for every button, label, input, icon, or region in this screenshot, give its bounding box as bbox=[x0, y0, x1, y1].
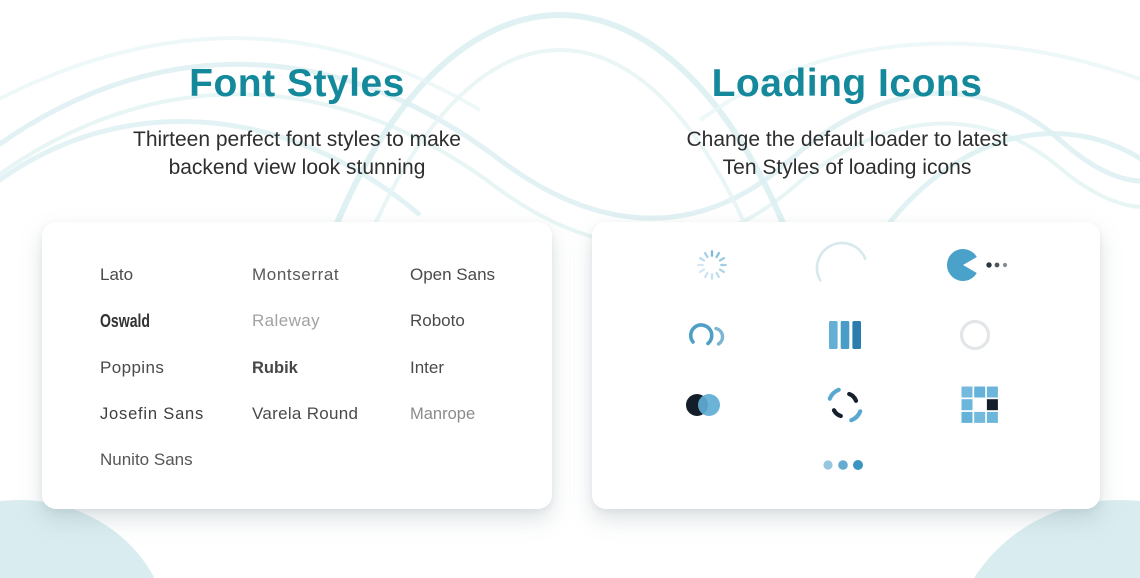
loading-icons-title: Loading Icons bbox=[711, 62, 983, 105]
bottom-right-blob-decoration bbox=[950, 500, 1140, 578]
bottom-left-blob-decoration bbox=[0, 500, 170, 578]
broken-ring-icon bbox=[824, 384, 866, 426]
arc-spinner-icon bbox=[813, 239, 871, 297]
subtitle-line: Change the default loader to latest bbox=[686, 128, 1008, 151]
pacman-icon bbox=[946, 246, 1012, 284]
bars-icon bbox=[828, 320, 862, 350]
dual-ball-icon bbox=[682, 389, 728, 421]
font-sample-raleway: Raleway bbox=[252, 311, 320, 330]
font-sample-inter: Inter bbox=[410, 358, 445, 377]
font-sample-oswald: Oswald bbox=[100, 310, 151, 331]
subtitle-line: Thirteen perfect font styles to make bbox=[133, 128, 461, 151]
cube-grid-icon bbox=[962, 387, 999, 424]
font-styles-title: Font Styles bbox=[189, 62, 405, 105]
loading-icons-subtitle bbox=[592, 126, 1102, 182]
font-styles-section bbox=[42, 62, 552, 182]
font-list bbox=[42, 222, 552, 471]
subtitle-line: Ten Styles of loading icons bbox=[722, 156, 972, 179]
dash-spinner-icon bbox=[694, 247, 730, 283]
font-styles-card bbox=[42, 222, 552, 509]
font-sample-varela-round: Varela Round bbox=[252, 404, 359, 423]
loading-icons-card bbox=[592, 222, 1100, 509]
font-sample-roboto: Roboto bbox=[410, 311, 465, 330]
double-arc-spinner-icon bbox=[687, 316, 733, 354]
font-sample-rubik: Rubik bbox=[252, 359, 298, 377]
font-sample-open-sans: Open Sans bbox=[410, 265, 496, 284]
font-styles-subtitle bbox=[42, 126, 552, 182]
font-sample-manrope: Manrope bbox=[410, 405, 476, 423]
font-sample-poppins: Poppins bbox=[100, 358, 165, 377]
font-sample-montserrat: Montserrat bbox=[252, 265, 340, 284]
font-sample-nunito-sans: Nunito Sans bbox=[100, 450, 193, 469]
subtitle-line: backend view look stunning bbox=[168, 156, 426, 179]
font-sample-lato: Lato bbox=[100, 265, 134, 284]
font-sample-josefin-sans: Josefin Sans bbox=[100, 405, 205, 423]
loading-icons-section bbox=[592, 62, 1102, 182]
three-dots-icon bbox=[822, 459, 868, 471]
ring-icon bbox=[958, 318, 992, 352]
